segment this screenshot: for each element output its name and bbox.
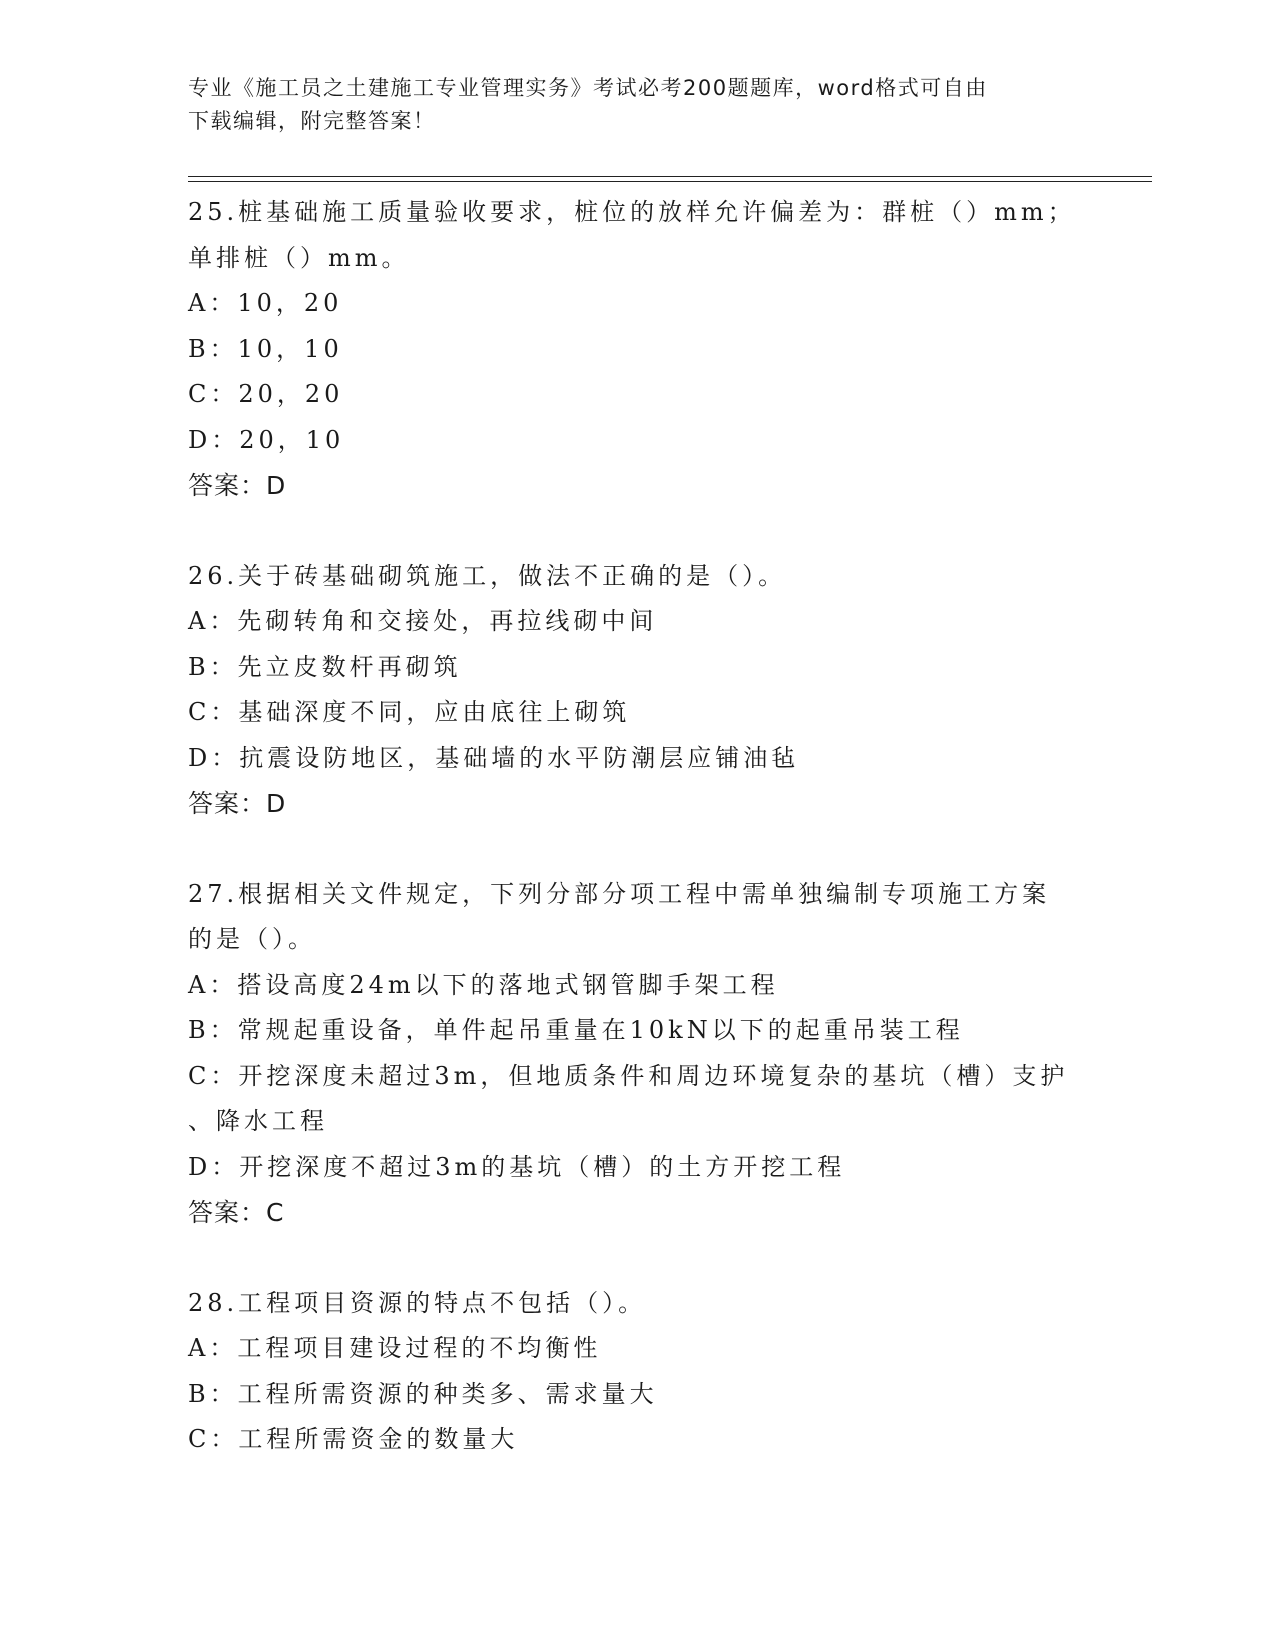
option-a: A：搭设高度24m以下的落地式钢管脚手架工程: [188, 970, 779, 999]
question-28: [188, 1281, 1088, 1463]
option-d: D：20，10: [188, 425, 345, 454]
question-spacer: [188, 509, 1088, 554]
option-a: A：先砌转角和交接处，再拉线砌中间: [188, 607, 658, 635]
question-26: [188, 554, 1088, 827]
option-c: C：基础深度不同，应由底往上砌筑: [188, 698, 631, 726]
question-spacer: [188, 827, 1088, 872]
option-d: D：开挖深度不超过3m的基坑（槽）的土方开挖工程: [188, 1152, 846, 1181]
question-stem: 25.桩基础施工质量验收要求，桩位的放样允许偏差为：群桩（）mm；: [188, 198, 1076, 226]
question-stem: 28.工程项目资源的特点不包括（）。: [188, 1288, 647, 1317]
option-a: A：10，20: [188, 289, 343, 317]
option-b: B：10，10: [188, 334, 343, 363]
option-b: B：工程所需资源的种类多、需求量大: [188, 1379, 658, 1408]
option-c-continued: 、降水工程: [188, 1107, 328, 1135]
question-list: [188, 190, 1088, 1463]
option-c: C：20，20: [188, 380, 344, 408]
option-b: B：先立皮数杆再砌筑: [188, 652, 462, 681]
question-stem: 的是（）。: [188, 925, 316, 953]
option-b: B：常规起重设备，单件起吊重量在10kN以下的起重吊装工程: [188, 1016, 964, 1044]
header-line-1: 专业《施工员之土建施工专业管理实务》考试必考200题题库，word格式可自由: [188, 76, 988, 100]
question-stem: 26.关于砖基础砌筑施工，做法不正确的是（）。: [188, 561, 787, 590]
question-27: [188, 872, 1088, 1236]
option-c: C：工程所需资金的数量大: [188, 1425, 519, 1453]
header-rule-bottom: [188, 181, 1152, 182]
document-header: [188, 72, 1088, 138]
question-25: [188, 190, 1088, 509]
header-line-2: 下载编辑，附完整答案！: [188, 109, 436, 133]
question-stem: 单排桩（）mm。: [188, 243, 410, 272]
question-stem: 27.根据相关文件规定，下列分部分项工程中需单独编制专项施工方案: [188, 879, 1051, 908]
answer-line: 答案：D: [188, 471, 287, 500]
option-a: A：工程项目建设过程的不均衡性: [188, 1334, 602, 1362]
option-c: C：开挖深度未超过3m，但地质条件和周边环境复杂的基坑（槽）支护: [188, 1061, 1069, 1090]
option-d: D：抗震设防地区，基础墙的水平防潮层应铺油毡: [188, 743, 800, 772]
answer-line: 答案：C: [188, 1198, 285, 1227]
header-rule-top: [188, 176, 1152, 177]
question-spacer: [188, 1236, 1088, 1281]
answer-line: 答案：D: [188, 789, 287, 818]
